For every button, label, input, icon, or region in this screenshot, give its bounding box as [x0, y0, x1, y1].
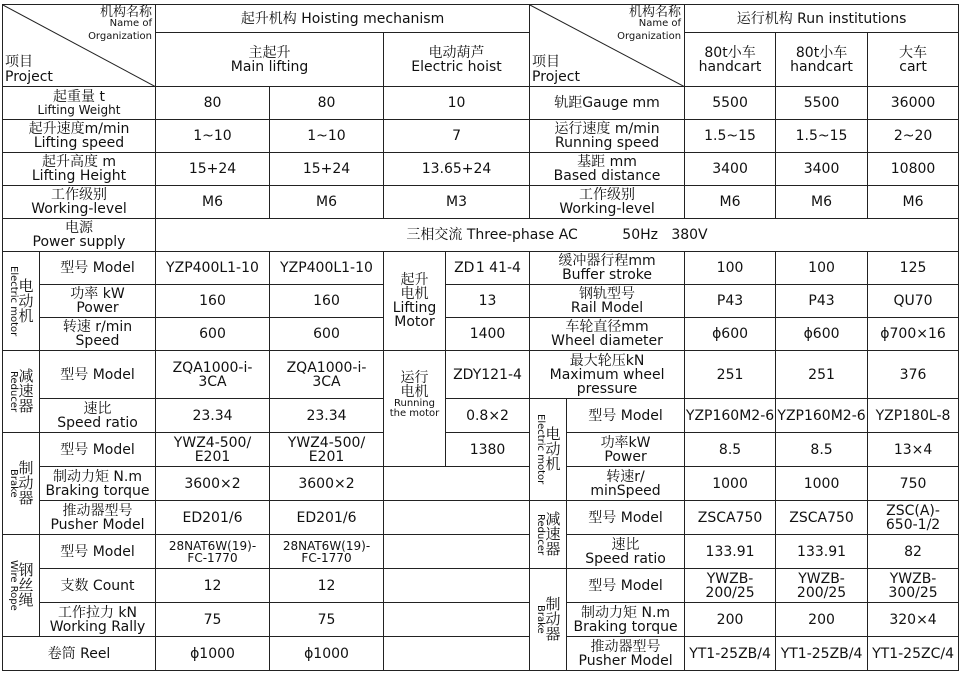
- table-row: [3, 637, 959, 671]
- reducer-group-label: Reducer 减速器: [3, 351, 40, 433]
- table-cell: M3: [384, 186, 530, 219]
- table-cell: YT1-25ZB/4: [776, 637, 868, 671]
- cart-header: 大车 cart: [868, 33, 959, 87]
- table-cell: 160: [270, 285, 384, 318]
- table-cell: 133.91: [776, 535, 868, 569]
- table-row: [3, 433, 959, 467]
- table-cell: 3400: [776, 153, 868, 186]
- table-cell: 23.34: [156, 399, 270, 433]
- table-cell: 0.8×2: [446, 399, 530, 433]
- table-row: [3, 399, 959, 433]
- table-cell: 80: [270, 87, 384, 120]
- table-cell: 13×4: [868, 433, 959, 467]
- table-cell: ZQA1000-i- 3CA: [156, 351, 270, 399]
- table-cell: 8.5: [776, 433, 868, 467]
- table-row: [3, 569, 959, 603]
- gauge-label: 轨距Gauge mm: [530, 87, 685, 120]
- table-cell: 7: [384, 120, 530, 153]
- run-pusher-model-label: 推动器型号 Pusher Model: [567, 637, 685, 671]
- right-header-diagonal-cell: [530, 5, 685, 87]
- table-cell: 1000: [776, 467, 868, 501]
- table-cell: 3600×2: [156, 467, 270, 501]
- run-group-en: Run institutions: [797, 10, 907, 27]
- table-cell: 1000: [685, 467, 776, 501]
- run-motor-speed-label: 转速r/ minSpeed: [567, 467, 685, 501]
- table-cell: YZP400L1-10: [156, 252, 270, 285]
- table-cell: YZP180L-8: [868, 399, 959, 433]
- empty-cell: [384, 637, 530, 671]
- table-cell: 125: [868, 252, 959, 285]
- table-cell: YZP160M2-6: [685, 399, 776, 433]
- spec-table-container: [2, 4, 959, 671]
- table-row: [3, 501, 959, 535]
- table-cell: 376: [868, 351, 959, 399]
- empty-cell: [384, 501, 530, 535]
- table-row: [3, 285, 959, 318]
- crane-specification-table: [2, 4, 959, 671]
- empty-cell: [384, 603, 530, 637]
- hoisting-group-header: [156, 5, 530, 33]
- table-cell: ZQA1000-i- 3CA: [270, 351, 384, 399]
- table-cell: ZDY121-4: [446, 351, 530, 399]
- table-cell: 80: [156, 87, 270, 120]
- rope-count-label: 支数 Count: [40, 569, 156, 603]
- table-cell: 100: [776, 252, 868, 285]
- run-working-level-label: 工作级别 Working-level: [530, 186, 685, 219]
- table-cell: YWZB- 200/25: [776, 569, 868, 603]
- table-cell: 13: [446, 285, 530, 318]
- table-row: [3, 120, 959, 153]
- table-cell: 75: [156, 603, 270, 637]
- table-cell: YWZ4-500/ E201: [270, 433, 384, 467]
- table-cell: YWZB- 300/25: [868, 569, 959, 603]
- table-row: [3, 87, 959, 120]
- table-row: [3, 318, 959, 351]
- table-cell: M6: [776, 186, 868, 219]
- reducer-ratio-label: 速比 Speed ratio: [40, 399, 156, 433]
- power-supply-label: 电源 Power supply: [3, 219, 156, 252]
- right-project-en: Project: [532, 69, 580, 85]
- table-row: [3, 153, 959, 186]
- left-project-en: Project: [5, 69, 53, 85]
- right-name-en2: Organization: [617, 31, 682, 42]
- table-cell: 600: [270, 318, 384, 351]
- lifting-height-label: 起升高度 m Lifting Height: [3, 153, 156, 186]
- motor-power-label: 功率 kW Power: [40, 285, 156, 318]
- table-cell: ZSCA750: [685, 501, 776, 535]
- table-cell: ϕ600: [776, 318, 868, 351]
- table-cell: 251: [776, 351, 868, 399]
- table-cell: M6: [685, 186, 776, 219]
- table-cell: 28NAT6W(19)- FC-1770: [270, 535, 384, 569]
- wheel-diameter-label: 车轮直径mm Wheel diameter: [530, 318, 685, 351]
- table-cell: 13.65+24: [384, 153, 530, 186]
- table-cell: 2~20: [868, 120, 959, 153]
- motor-speed-label: 转速 r/min Speed: [40, 318, 156, 351]
- table-row: [3, 467, 959, 501]
- table-cell: ϕ600: [685, 318, 776, 351]
- reel-label: 卷筒 Reel: [3, 637, 156, 671]
- table-cell: 1.5~15: [776, 120, 868, 153]
- table-cell: 251: [685, 351, 776, 399]
- table-cell: ED201/6: [270, 501, 384, 535]
- table-cell: 1~10: [156, 120, 270, 153]
- left-project-cn: 项目: [5, 54, 33, 70]
- hoist-motor-label: 起升 电机 Lifting Motor: [384, 252, 446, 351]
- power-supply-value: 三相交流 Three-phase AC 50Hz 380V: [156, 219, 959, 252]
- brake-group-label: Brake 制动器: [3, 433, 40, 535]
- table-row: [3, 219, 959, 252]
- table-cell: 10: [384, 87, 530, 120]
- table-cell: YWZB- 200/25: [685, 569, 776, 603]
- table-cell: P43: [685, 285, 776, 318]
- handcart-1-header: 80t小车 handcart: [685, 33, 776, 87]
- lifting-weight-label: 起重量 t Lifting Weight: [3, 87, 156, 120]
- empty-cell: [384, 467, 530, 501]
- braking-torque-label: 制动力矩 N.m Braking torque: [40, 467, 156, 501]
- run-brake-group-label: Brake 制动器: [530, 569, 567, 671]
- table-cell: M6: [270, 186, 384, 219]
- right-name-cn: 机构名称: [629, 5, 682, 20]
- table-cell: 320×4: [868, 603, 959, 637]
- table-cell: ZD 1 41-4: [446, 252, 530, 285]
- table-cell: 8.5: [685, 433, 776, 467]
- run-brake-model-label: 型号 Model: [567, 569, 685, 603]
- table-cell: 3400: [685, 153, 776, 186]
- table-cell: 23.34: [270, 399, 384, 433]
- table-cell: 12: [270, 569, 384, 603]
- table-cell: 1380: [446, 433, 530, 467]
- table-cell: ϕ1000: [156, 637, 270, 671]
- table-cell: ϕ700×16: [868, 318, 959, 351]
- table-cell: 12: [156, 569, 270, 603]
- run-reducer-model-label: 型号 Model: [567, 501, 685, 535]
- table-cell: YZP160M2-6: [776, 399, 868, 433]
- table-cell: 100: [685, 252, 776, 285]
- table-row: [3, 351, 959, 399]
- left-name-cn: 机构名称: [99, 5, 152, 20]
- table-row: [3, 535, 959, 569]
- table-cell: QU70: [868, 285, 959, 318]
- right-project-cn: 项目: [532, 54, 561, 70]
- table-cell: 600: [156, 318, 270, 351]
- working-rally-label: 工作拉力 kN Working Rally: [40, 603, 156, 637]
- table-row: [3, 186, 959, 219]
- table-cell: 1400: [446, 318, 530, 351]
- pusher-model-label: 推动器型号 Pusher Model: [40, 501, 156, 535]
- rail-model-label: 钢轨型号 Rail Model: [530, 285, 685, 318]
- run-braking-torque-label: 制动力矩 N.m Braking torque: [567, 603, 685, 637]
- table-cell: 160: [156, 285, 270, 318]
- run-group-header: [685, 5, 959, 33]
- table-cell: 1.5~15: [685, 120, 776, 153]
- table-cell: 5500: [776, 87, 868, 120]
- table-cell: 75: [270, 603, 384, 637]
- run-motor-model-label: 型号 Model: [567, 399, 685, 433]
- hoisting-group-en: Hoisting mechanism: [301, 10, 445, 27]
- left-name-en2: Organization: [88, 31, 152, 42]
- electric-hoist-header: 电动葫芦 Electric hoist: [384, 33, 530, 87]
- table-cell: 200: [776, 603, 868, 637]
- run-motor-group-label: Electric motor 电动机: [530, 399, 567, 501]
- hoisting-group-cn: 起升机构: [240, 10, 297, 27]
- lifting-speed-label: 起升速度m/min Lifting speed: [3, 120, 156, 153]
- rope-model-label: 型号 Model: [40, 535, 156, 569]
- run-group-cn: 运行机构: [736, 10, 793, 27]
- running-speed-label: 运行速度 m/min Running speed: [530, 120, 685, 153]
- max-wheel-pressure-label: 最大轮压kN Maximum wheel pressure: [530, 351, 685, 399]
- table-cell: ϕ1000: [270, 637, 384, 671]
- left-header-diagonal-cell: [3, 5, 156, 87]
- buffer-stroke-label: 缓冲器行程mm Buffer stroke: [530, 252, 685, 285]
- table-cell: 28NAT6W(19)- FC-1770: [156, 535, 270, 569]
- table-cell: YZP400L1-10: [270, 252, 384, 285]
- table-cell: 36000: [868, 87, 959, 120]
- handcart-2-header: 80t小车 handcart: [776, 33, 868, 87]
- table-cell: YT1-25ZC/4: [868, 637, 959, 671]
- run-motor-power-label: 功率kW Power: [567, 433, 685, 467]
- table-cell: P43: [776, 285, 868, 318]
- table-cell: 5500: [685, 87, 776, 120]
- table-cell: 1~10: [270, 120, 384, 153]
- table-cell: 200: [685, 603, 776, 637]
- table-cell: M6: [868, 186, 959, 219]
- table-cell: ED201/6: [156, 501, 270, 535]
- table-cell: 82: [868, 535, 959, 569]
- table-cell: ZSCA750: [776, 501, 868, 535]
- table-cell: 133.91: [685, 535, 776, 569]
- table-cell: ZSC(A)- 650-1/2: [868, 501, 959, 535]
- table-cell: 750: [868, 467, 959, 501]
- based-distance-label: 基距 mm Based distance: [530, 153, 685, 186]
- table-row: [3, 603, 959, 637]
- run-reducer-ratio-label: 速比 Speed ratio: [567, 535, 685, 569]
- reducer-model-label: 型号 Model: [40, 351, 156, 399]
- right-name-en1: Name of: [638, 18, 682, 29]
- table-cell: 15+24: [270, 153, 384, 186]
- run-reducer-group-label: Reducer 减速器: [530, 501, 567, 569]
- table-cell: 15+24: [156, 153, 270, 186]
- table-row: [3, 252, 959, 285]
- table-cell: 10800: [868, 153, 959, 186]
- brake-model-label: 型号 Model: [40, 433, 156, 467]
- running-motor-label: 运行 电机 Running the motor: [384, 351, 446, 467]
- rope-group-label: Wire Rope 钢丝绳: [3, 535, 40, 637]
- empty-cell: [384, 535, 530, 569]
- main-lifting-header: 主起升 Main lifting: [156, 33, 384, 87]
- working-level-label: 工作级别 Working-level: [3, 186, 156, 219]
- table-cell: M6: [156, 186, 270, 219]
- motor-model-label: 型号 Model: [40, 252, 156, 285]
- empty-cell: [384, 569, 530, 603]
- table-cell: 3600×2: [270, 467, 384, 501]
- table-cell: YT1-25ZB/4: [685, 637, 776, 671]
- table-cell: YWZ4-500/ E201: [156, 433, 270, 467]
- left-name-en1: Name of: [109, 18, 152, 29]
- motor-group-label: Electric motor 电动机: [3, 252, 40, 351]
